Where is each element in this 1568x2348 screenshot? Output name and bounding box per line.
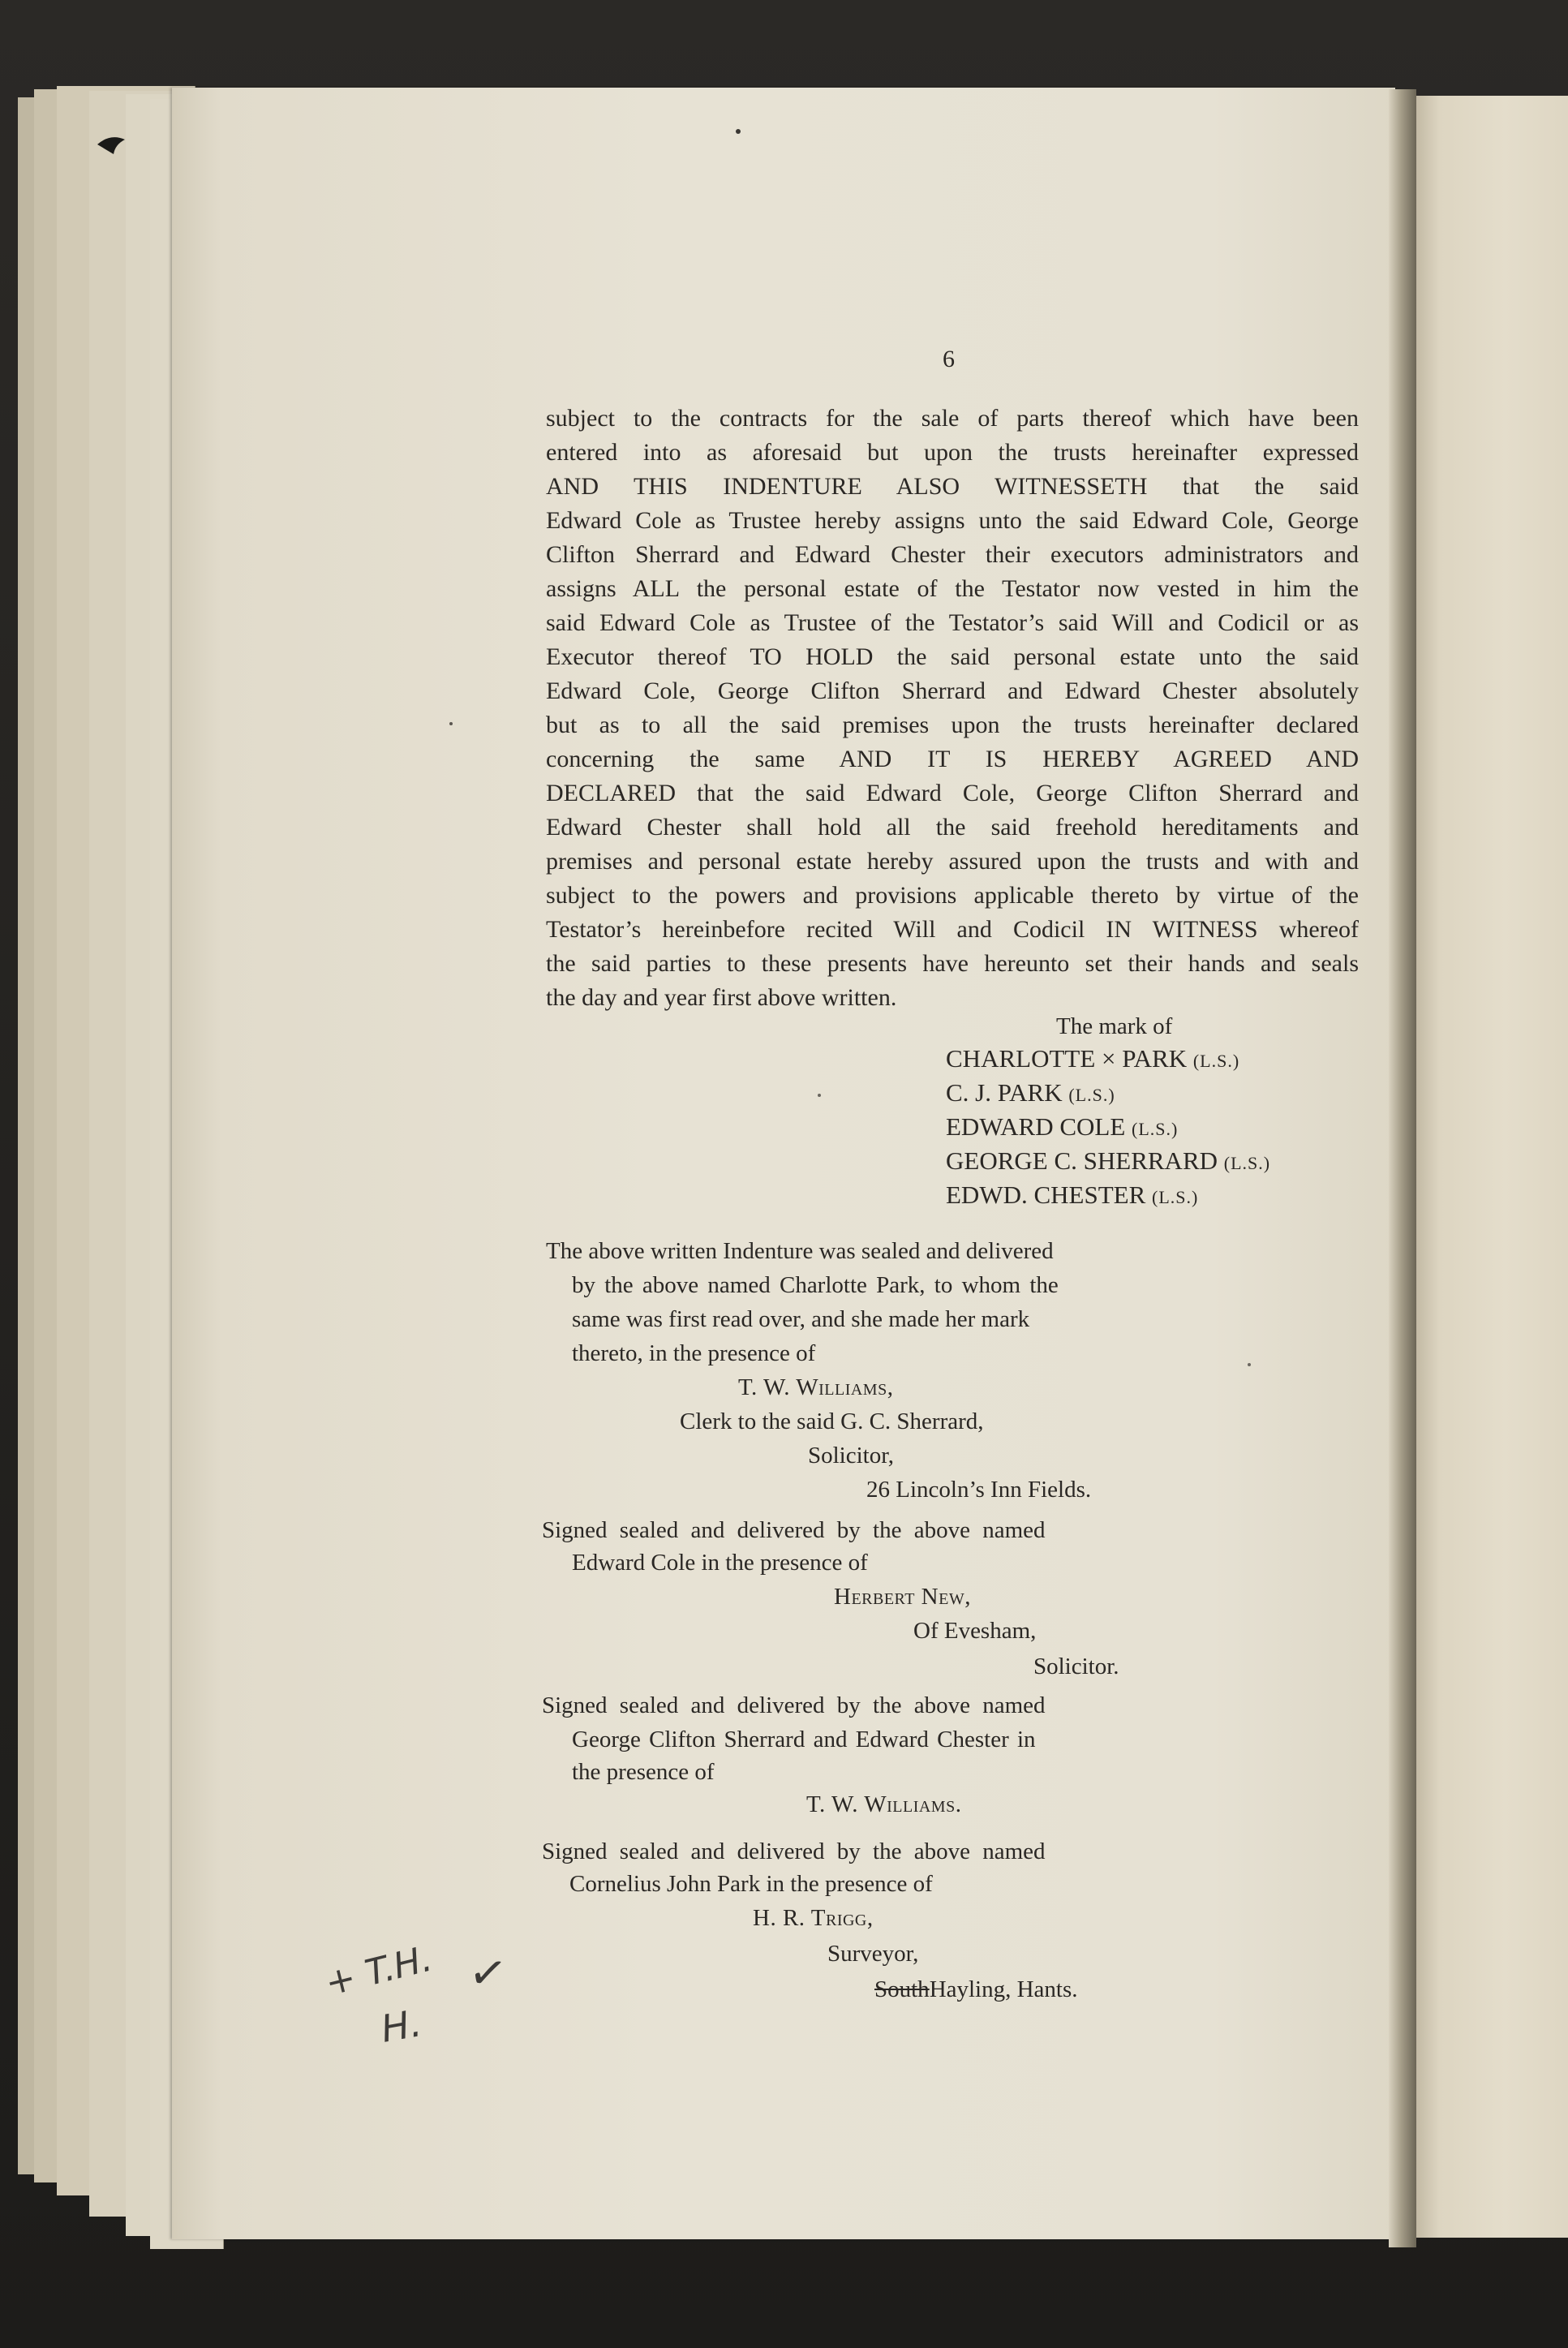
signatory-name: EDWD. CHESTER	[946, 1180, 1146, 1209]
pencil-annotation-2: H.	[377, 2001, 425, 2051]
attestation-line: by the above named Charlotte Park, to whom the	[572, 1272, 1059, 1298]
body-line-11: concerning the same AND IT IS HEREBY AGREED AND	[546, 746, 1359, 772]
body-line-8: Executor thereof TO HOLD the said personal estate unto the said	[546, 643, 1359, 670]
body-line-17: the said parties to these presents have hereunto set their hands and seals	[546, 950, 1359, 977]
witness-title: Solicitor,	[808, 1443, 894, 1469]
signature-line-4	[946, 1146, 1270, 1179]
body-line-2: entered into as aforesaid but upon the trusts hereinafter expressed	[546, 439, 1359, 466]
seal-mark: (L.S.)	[1068, 1085, 1115, 1105]
body-line-12: DECLARED that the said Edward Cole, George Clifton Sherrard and	[546, 780, 1359, 806]
struck-word: South	[874, 1976, 930, 2002]
witness-address	[874, 1975, 1078, 2004]
attestation-line: thereto, in the presence of	[572, 1340, 816, 1366]
attestation-line: Signed sealed and delivered by the above named	[542, 1838, 1046, 1864]
body-line-9: Edward Cole, George Clifton Sherrard and Edward Chester absolutely	[546, 677, 1359, 704]
attestation-line: George Clifton Sherrard and Edward Chester in	[572, 1727, 1036, 1752]
attestation-line: same was first read over, and she made her mark	[572, 1306, 1030, 1332]
signatory-name: GEORGE C. SHERRARD	[946, 1146, 1218, 1175]
attestation-line: the presence of	[572, 1759, 715, 1785]
attestation-line: Edward Cole in the presence of	[572, 1550, 868, 1576]
attestation-line: Signed sealed and delivered by the above named	[542, 1517, 1046, 1543]
attestation-line: Signed sealed and delivered by the above named	[542, 1692, 1046, 1718]
signature-line-2	[946, 1077, 1115, 1111]
attestation-line: Cornelius John Park in the presence of	[569, 1871, 933, 1897]
pencil-annotation-1: + T.H.	[320, 1937, 436, 2005]
body-line-7: said Edward Cole as Trustee of the Testator’s said Will and Codicil or as	[546, 609, 1359, 636]
body-line-4: Edward Cole as Trustee hereby assigns unto the said Edward Cole, George	[546, 507, 1359, 534]
signatory-name: C. J. PARK	[946, 1078, 1063, 1107]
witness-name: H. R. Trigg,	[753, 1905, 874, 1931]
witness-role: Clerk to the said G. C. Sherrard,	[680, 1408, 984, 1434]
witness-name: T. W. Williams,	[738, 1374, 894, 1400]
body-line-1: subject to the contracts for the sale of parts thereof which have been	[546, 405, 1359, 432]
witness-title: Surveyor,	[827, 1941, 919, 1967]
signatory-name: EDWARD COLE	[946, 1112, 1126, 1141]
witness-name: Herbert New,	[834, 1584, 971, 1610]
body-line-13: Edward Chester shall hold all the said freehold hereditaments and	[546, 814, 1359, 841]
body-line-14: premises and personal estate hereby assured upon the trusts and with and	[546, 848, 1359, 875]
attestation-line: The above written Indenture was sealed and delivered	[546, 1238, 1054, 1264]
body-line-5: Clifton Sherrard and Edward Chester their executors administrators and	[546, 541, 1359, 568]
page-number: 6	[943, 346, 955, 372]
book-gutter	[1389, 89, 1416, 2247]
witness-place: Hayling, Hants.	[929, 1976, 1078, 2002]
body-line-3: AND THIS INDENTURE ALSO WITNESSETH that the said	[546, 473, 1359, 500]
witness-title: Solicitor.	[1033, 1653, 1119, 1679]
body-line-18: the day and year first above written.	[546, 984, 897, 1011]
signature-line-5	[946, 1180, 1198, 1213]
mark-label: The mark of	[1056, 1013, 1173, 1039]
seal-mark: (L.S.)	[1132, 1119, 1179, 1139]
signature-line-3	[946, 1112, 1178, 1145]
body-line-6: assigns ALL the personal estate of the Testator now vested in him the	[546, 575, 1359, 602]
facing-page	[1411, 96, 1568, 2238]
witness-address: 26 Lincoln’s Inn Fields.	[866, 1477, 1092, 1503]
pencil-tick-mark: ✓	[465, 1945, 511, 2002]
witness-place: Of Evesham,	[913, 1618, 1037, 1644]
seal-mark: (L.S.)	[1192, 1051, 1240, 1071]
body-line-15: subject to the powers and provisions applicable thereto by virtue of the	[546, 882, 1359, 909]
body-line-10: but as to all the said premises upon the trusts hereinafter declared	[546, 712, 1359, 738]
signature-line-1	[946, 1043, 1239, 1077]
seal-mark: (L.S.)	[1152, 1187, 1199, 1207]
signatory-name: CHARLOTTE × PARK	[946, 1044, 1188, 1073]
witness-name: T. W. Williams.	[806, 1791, 962, 1817]
seal-mark: (L.S.)	[1223, 1153, 1271, 1173]
body-line-16: Testator’s hereinbefore recited Will and Codicil IN WITNESS whereof	[546, 916, 1359, 943]
